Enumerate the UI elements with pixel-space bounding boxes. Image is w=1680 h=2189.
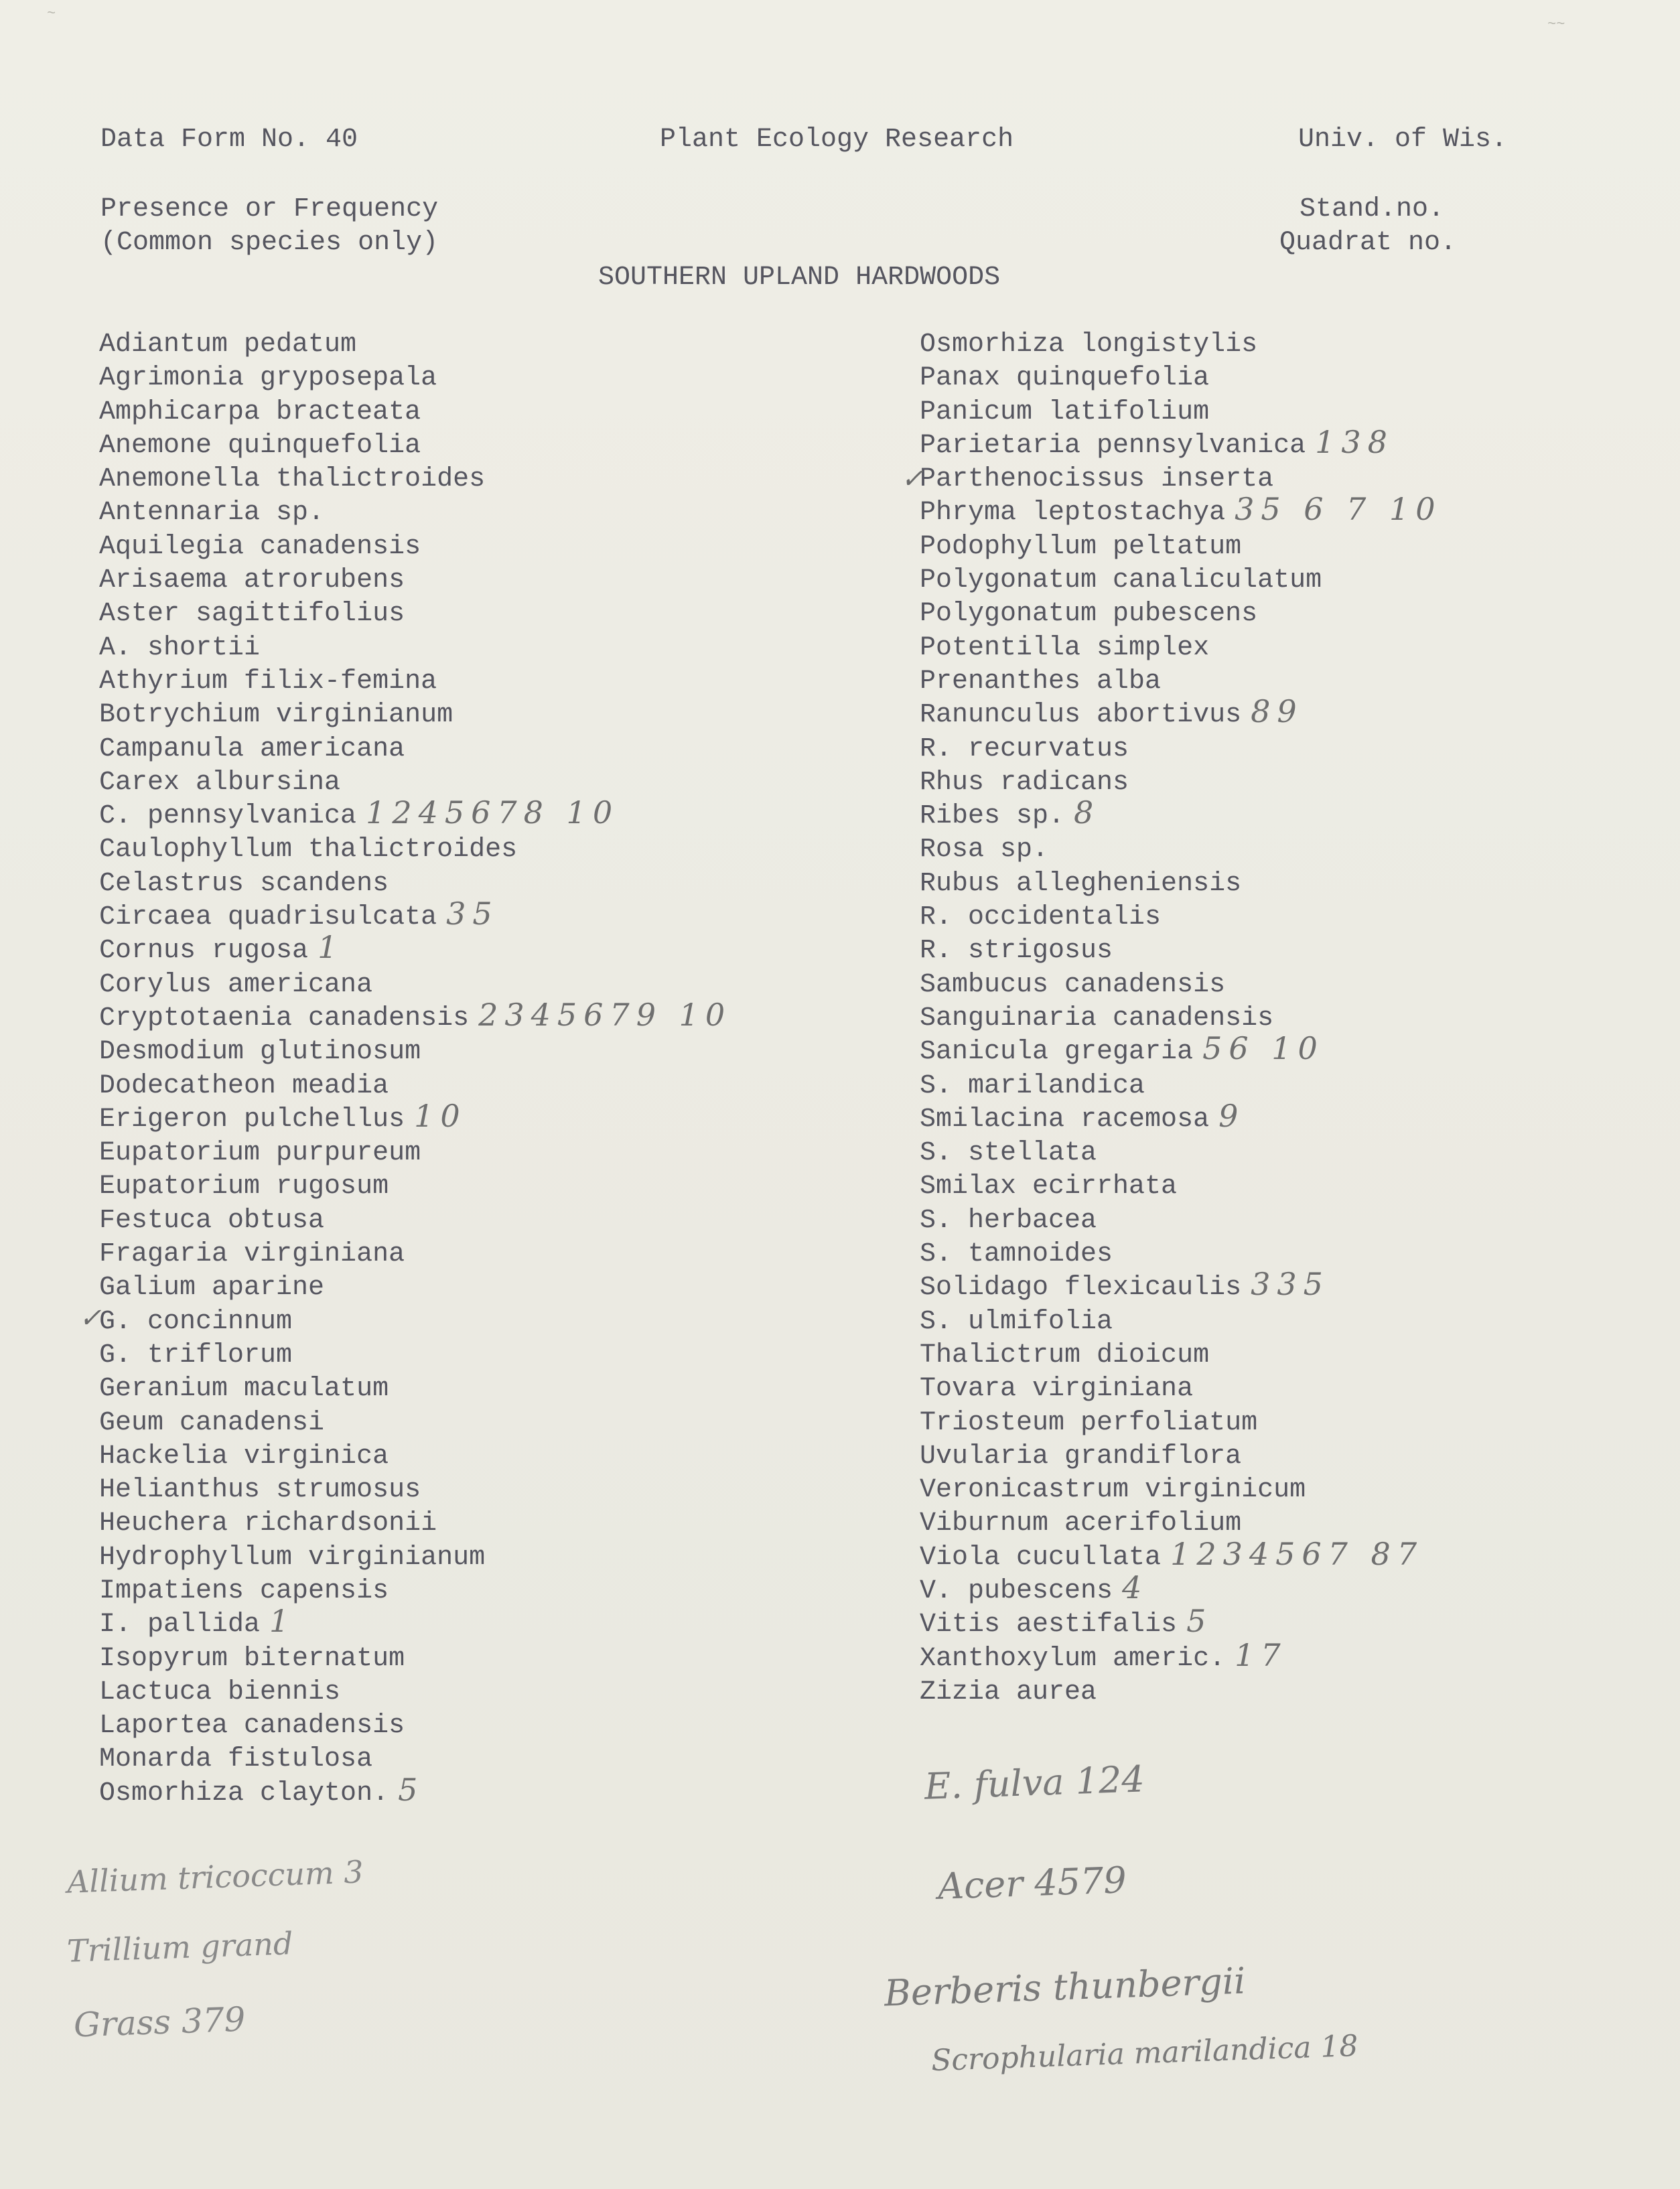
species-row [99,531,517,564]
species-row [920,794,1322,833]
species-name: Ribes sp. [920,801,1065,832]
species-row [920,328,1322,362]
species-entry [920,1266,1330,1305]
species-entry [99,597,405,631]
handwritten-quadrat-numbers: 335 [1251,1266,1330,1303]
handwritten-quadrat-numbers: 1245678 10 [366,794,620,831]
species-name: Athyrium filix-femina [99,666,437,697]
species-entry [920,1305,1113,1339]
species-row [920,597,1322,631]
species-name: Viola cucullata [920,1542,1162,1573]
handwritten-scrophularia: Scrophularia marilandica 18 [930,2028,1359,2078]
right-species-column [920,328,1442,1709]
species-entry [920,1440,1241,1474]
species-name: Erigeron pulchellus [99,1104,405,1135]
species-row [99,564,517,597]
species-name: R. recurvatus [920,733,1129,764]
species-name: Vitis aestifalis [920,1610,1178,1640]
species-row [920,1372,1322,1406]
species-name: G. triflorum [99,1340,293,1370]
species-entry [99,1339,292,1372]
species-entry [99,1204,324,1238]
species-entry [920,1407,1257,1440]
species-name: Zizia aurea [920,1677,1097,1707]
stand-number-label: Stand.no. [1300,194,1445,224]
species-entry [99,1771,425,1811]
species-entry [99,896,499,934]
species-row [920,632,1322,665]
species-name: Solidago flexicaulis [920,1273,1242,1303]
species-row [99,665,517,699]
species-name: Campanula americana [99,733,405,764]
form-university: Univ. of Wis. [1298,125,1508,155]
species-row [99,1137,517,1170]
handwritten-quadrat-numbers: 35 [446,896,499,932]
species-row [920,766,1322,800]
presence-label: Presence or Frequency [100,194,439,224]
species-row [99,1271,517,1305]
species-name: Isopyrum biternatum [99,1643,405,1674]
species-name: S. tamnoides [920,1239,1113,1270]
species-row [920,491,1442,530]
species-entry [99,867,389,901]
species-name: S. ulmifolia [920,1306,1113,1337]
species-name: Tovara virginiana [920,1374,1194,1405]
species-row [920,1676,1322,1709]
species-entry [99,1137,421,1170]
species-name: R. strigosus [920,936,1113,967]
species-row [99,1642,517,1676]
species-row [99,1440,517,1474]
species-entry [99,1170,389,1204]
species-entry [99,362,437,395]
species-name: Eupatorium purpureum [99,1138,421,1169]
species-name: Aster sagittifolius [99,599,405,630]
species-name: Fragaria virginiana [99,1239,405,1270]
species-name: Impatiens capensis [99,1575,389,1606]
paper-corner-mark-left: ~ [47,5,56,22]
handwritten-quadrat-numbers: 9 [1218,1097,1245,1134]
species-name: Rubus allegheniensis [920,868,1242,899]
species-row [99,1036,517,1069]
species-entry [920,423,1394,463]
check-mark-parthenocissus: ✓ [901,464,924,494]
species-entry [920,1137,1097,1170]
handwritten-quadrat-numbers: 10 [414,1097,467,1134]
species-row [920,733,1322,766]
species-row [99,794,620,833]
species-entry [99,632,260,665]
paper-corner-mark-right: ~~ [1547,16,1565,33]
species-row [99,1474,517,1507]
species-entry [99,1676,340,1709]
species-entry [920,665,1161,699]
species-entry [99,1372,389,1406]
handwritten-grass: Grass 379 [73,1999,247,2045]
handwritten-allium: Allium tricoccum 3 [66,1853,364,1900]
species-entry [99,496,324,530]
species-row [920,901,1322,934]
species-name: Ranunculus abortivus [920,700,1242,731]
species-name: G. concinnum [99,1306,293,1337]
species-name: Desmodium glutinosum [99,1037,421,1068]
species-name: Galium aparine [99,1273,325,1303]
left-species-column [99,328,732,1811]
species-name: Rosa sp. [920,835,1049,865]
species-entry [99,1474,421,1507]
species-row [99,733,517,766]
species-name: C. pennsylvanica [99,801,357,832]
species-name: Parthenocissus inserta [920,464,1274,495]
species-name: Panicum latifolium [920,397,1210,427]
handwritten-quadrat-numbers: 89 [1251,693,1304,730]
species-entry [99,833,517,867]
species-entry [99,1440,389,1474]
species-name: Panax quinquefolia [920,363,1210,394]
species-row [99,996,732,1036]
species-name: Aquilegia canadensis [99,531,421,562]
species-row [920,531,1322,564]
species-row [920,1407,1322,1440]
species-name: Xanthoxylum americ. [920,1643,1226,1674]
species-entry [920,934,1113,968]
species-entry [920,1170,1177,1204]
species-entry [99,429,421,463]
species-row [99,1407,517,1440]
species-row [99,1603,517,1642]
species-name: Smilacina racemosa [920,1104,1210,1135]
species-row [920,564,1322,597]
species-row [99,1339,517,1372]
species-entry [920,867,1241,901]
species-row [920,1266,1330,1305]
species-entry [920,328,1257,362]
species-row [920,934,1322,968]
species-entry [99,1507,437,1541]
species-row [920,833,1322,867]
species-row [99,833,517,867]
species-name: A. shortii [99,632,261,663]
species-entry [920,693,1304,732]
species-row [99,328,517,362]
handwritten-quadrat-numbers: 1 [269,1603,296,1640]
species-row [99,1541,517,1575]
species-entry [99,996,732,1036]
species-name: Geum canadensi [99,1407,325,1438]
handwritten-quadrat-numbers: 1234567 87 [1170,1535,1424,1572]
species-row [920,1070,1322,1103]
species-row [920,693,1322,732]
species-name: Laportea canadensis [99,1711,405,1742]
species-row [99,929,517,968]
species-row [920,1339,1322,1372]
species-entry [99,396,421,429]
species-row [920,1097,1322,1137]
species-row [920,1137,1322,1170]
species-entry [920,794,1101,833]
species-entry [99,929,344,968]
species-name: Veronicastrum virginicum [920,1475,1306,1506]
form-number: Data Form No. 40 [100,125,358,155]
species-name: Helianthus strumosus [99,1475,421,1506]
handwritten-quadrat-numbers: 8 [1074,794,1101,831]
species-row [99,1507,517,1541]
species-name: Adiantum pedatum [99,330,357,360]
species-entry [99,1541,485,1575]
species-row [920,1569,1322,1608]
species-name: Festuca obtusa [99,1205,325,1236]
species-name: Celastrus scandens [99,868,389,899]
handwritten-e-fulva: E. fulva 124 [924,1758,1145,1808]
species-row [99,396,517,429]
species-row [920,423,1394,463]
species-row [99,1097,517,1137]
species-row [920,1440,1322,1474]
species-row [99,969,517,1002]
species-entry [920,969,1225,1002]
species-name: Monarda fistulosa [99,1744,373,1775]
species-row [99,632,517,665]
species-row [920,1030,1324,1069]
species-name: Osmorhiza longistylis [920,330,1258,360]
species-name: S. herbacea [920,1205,1097,1236]
species-entry [920,733,1129,766]
species-name: Amphicarpa bracteata [99,397,421,427]
species-name: Smilax ecirrhata [920,1172,1178,1202]
species-row [99,496,517,530]
common-species-label: (Common species only) [100,228,439,258]
species-name: Thalictrum dioicum [920,1340,1210,1370]
species-name: Circaea quadrisulcata [99,902,437,933]
species-entry [99,1238,405,1271]
species-name: Sanguinaria canadensis [920,1003,1274,1034]
species-entry [920,1339,1209,1372]
species-row [99,1771,517,1811]
species-entry [920,1603,1213,1642]
species-entry [920,901,1161,934]
species-row [99,1170,517,1204]
species-name: Caulophyllum thalictroides [99,835,518,865]
species-name: Hydrophyllum virginianum [99,1542,486,1573]
species-entry [99,1575,389,1608]
species-entry [920,463,1273,496]
species-name: Potentilla simplex [920,632,1210,663]
species-row [920,396,1322,429]
species-entry [920,632,1209,665]
species-entry [99,794,620,833]
species-entry [99,1603,296,1642]
species-entry [920,1097,1245,1137]
species-row [920,1170,1322,1204]
species-name: Carex albursina [99,767,341,798]
species-name: Uvularia grandiflora [920,1441,1242,1472]
species-name: Corylus americana [99,969,373,1000]
species-entry [99,564,405,597]
handwritten-quadrat-numbers: 35 6 7 10 [1235,491,1442,528]
species-entry [99,531,421,564]
species-entry [920,1070,1145,1103]
species-entry [99,1036,421,1069]
handwritten-quadrat-numbers: 5 [398,1771,425,1808]
species-entry [920,1474,1306,1507]
species-row [920,1535,1424,1575]
species-entry [920,1372,1193,1406]
handwritten-quadrat-numbers: 56 10 [1202,1030,1324,1067]
quadrat-number-label: Quadrat no. [1279,228,1457,258]
species-entry [920,564,1322,597]
handwritten-quadrat-numbers: 5 [1186,1603,1213,1640]
species-name: Rhus radicans [920,767,1129,798]
species-entry [99,328,356,362]
species-name: V. pubescens [920,1575,1113,1606]
species-row [99,1238,517,1271]
species-entry [99,1407,324,1440]
handwritten-quadrat-numbers: 4 [1122,1569,1149,1606]
species-entry [920,1204,1097,1238]
species-name: Eupatorium rugosum [99,1172,389,1202]
species-name: Geranium maculatum [99,1374,389,1405]
species-name: S. marilandica [920,1070,1145,1101]
species-entry [920,362,1209,395]
handwritten-quadrat-numbers: 17 [1235,1636,1287,1673]
species-name: Polygonatum pubescens [920,599,1258,630]
species-name: Parietaria pennsylvanica [920,430,1306,461]
species-row [99,1204,517,1238]
species-name: Botrychium virginianum [99,700,453,731]
species-name: Sambucus canadensis [920,969,1226,1000]
species-entry [99,969,372,1002]
page-title: SOUTHERN UPLAND HARDWOODS [598,263,1001,293]
species-row [920,1305,1322,1339]
species-row [99,362,517,395]
species-entry [920,833,1048,867]
handwritten-trillium: Trillium grand [66,1925,294,1969]
species-entry [920,1030,1324,1069]
species-entry [99,665,437,699]
species-name: Triosteum perfoliatum [920,1407,1258,1438]
species-row [920,362,1322,395]
species-name: Anemonella thalictroides [99,464,486,495]
handwritten-quadrat-numbers: 138 [1315,423,1394,460]
check-mark-galium: ✓ [79,1303,102,1334]
handwritten-quadrat-numbers: 2345679 10 [478,996,732,1033]
species-name: Anemone quinquefolia [99,430,421,461]
species-row [99,1709,517,1743]
species-row [99,1575,517,1608]
species-row [99,1676,517,1709]
species-entry [920,597,1257,631]
handwritten-berberis: Berberis thunbergii [884,1959,1247,2015]
species-name: Heuchera richardsonii [99,1508,437,1539]
form-center-title: Plant Ecology Research [660,125,1014,155]
species-entry [920,531,1241,564]
species-entry [99,699,453,732]
species-name: Podophyllum peltatum [920,531,1242,562]
species-row [920,867,1322,901]
species-entry [99,1743,372,1776]
species-entry [99,463,485,496]
species-name: I. pallida [99,1610,261,1640]
species-row [99,896,517,934]
species-entry [99,1271,324,1305]
species-row [99,597,517,631]
species-name: Hackelia virginica [99,1441,389,1472]
species-entry [920,491,1442,530]
species-name: Osmorhiza clayton. [99,1778,389,1809]
species-name: Cryptotaenia canadensis [99,1003,470,1034]
species-name: Agrimonia gryposepala [99,363,437,394]
species-entry [99,1642,405,1676]
species-entry [920,1676,1097,1709]
species-name: Phryma leptostachya [920,498,1226,528]
species-name: R. occidentalis [920,902,1162,933]
species-name: Viburnum acerifolium [920,1508,1242,1539]
species-entry [920,1636,1287,1676]
species-name: Arisaema atrorubens [99,565,405,596]
species-entry [920,396,1209,429]
species-entry [99,1097,467,1137]
species-name: Antennaria sp. [99,498,325,528]
species-row [920,969,1322,1002]
species-name: Polygonatum canaliculatum [920,565,1322,596]
species-entry [99,1305,292,1339]
species-row [99,699,517,732]
species-row [920,1636,1322,1676]
species-row [920,1204,1322,1238]
species-entry [920,1238,1113,1271]
species-name: Sanicula gregaria [920,1037,1194,1068]
species-entry [99,733,405,766]
species-row [99,1372,517,1406]
handwritten-acer: Acer 4579 [936,1859,1127,1908]
species-name: Prenanthes alba [920,666,1162,697]
species-row [99,1743,517,1776]
species-name: S. stellata [920,1138,1097,1169]
handwritten-quadrat-numbers: 1 [318,929,344,966]
species-name: Dodecatheon meadia [99,1070,389,1101]
species-name: Cornus rugosa [99,936,309,967]
species-entry [99,1070,389,1103]
species-entry [99,766,340,800]
species-row [99,429,517,463]
species-row [920,1474,1322,1507]
species-row [99,463,517,496]
species-name: Lactuca biennis [99,1677,341,1707]
species-entry [920,1569,1149,1608]
species-entry [99,1709,405,1743]
species-row [99,1305,517,1339]
